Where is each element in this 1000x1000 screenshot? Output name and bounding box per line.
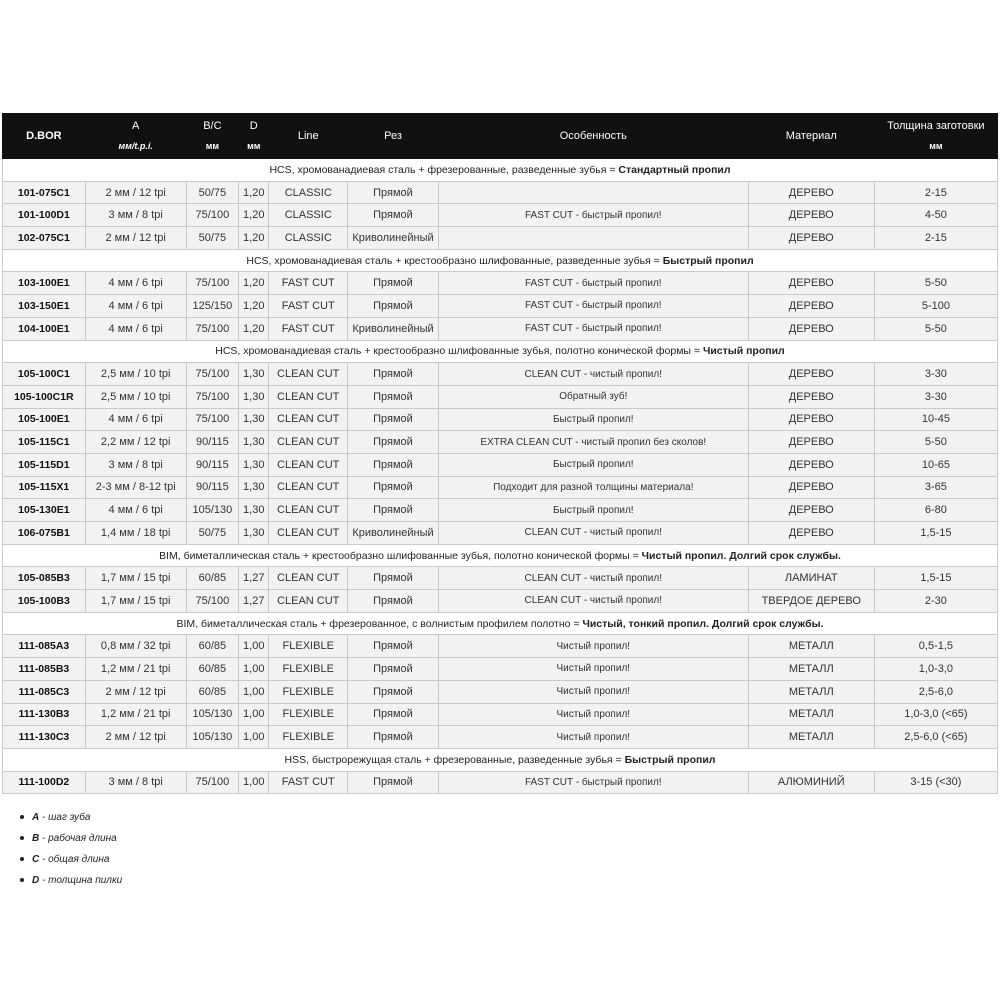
cell-pitch: 3 мм / 8 tpi bbox=[85, 771, 186, 794]
cell-feature: FAST CUT - быстрый пропил! bbox=[438, 295, 748, 318]
cell-material: МЕТАЛЛ bbox=[748, 680, 874, 703]
section-title bbox=[3, 612, 998, 635]
header-bc bbox=[186, 114, 238, 159]
cell-line: CLEAN CUT bbox=[269, 385, 348, 408]
cell-line: CLASSIC bbox=[269, 181, 348, 204]
cell-cut: Прямой bbox=[348, 272, 439, 295]
cell-pitch: 2,2 мм / 12 tpi bbox=[85, 431, 186, 454]
cell-code: 105-115X1 bbox=[3, 476, 86, 499]
section-description: , быстрорежущая сталь + фрезерованные, разведенные зубья = bbox=[306, 753, 625, 766]
cell-length: 125/150 bbox=[186, 295, 238, 318]
cell-line: CLEAN CUT bbox=[269, 567, 348, 590]
section-title bbox=[3, 544, 998, 567]
cell-length: 90/115 bbox=[186, 431, 238, 454]
table-row bbox=[3, 453, 998, 476]
cell-pitch: 1,7 мм / 15 tpi bbox=[85, 567, 186, 590]
cell-pitch: 2,5 мм / 10 tpi bbox=[85, 363, 186, 386]
legend-key: A bbox=[32, 812, 40, 823]
cell-feature: FAST CUT - быстрый пропил! bbox=[438, 771, 748, 794]
cell-length: 50/75 bbox=[186, 227, 238, 250]
cell-line: FAST CUT bbox=[269, 771, 348, 794]
cell-workpiece: 4-50 bbox=[874, 204, 997, 227]
cell-material: АЛЮМИНИЙ bbox=[748, 771, 874, 794]
cell-line: FLEXIBLE bbox=[269, 703, 348, 726]
cell-thickness: 1,30 bbox=[239, 431, 269, 454]
legend-key: C bbox=[32, 854, 40, 865]
cell-material: ДЕРЕВО bbox=[748, 385, 874, 408]
header-line: Line bbox=[269, 114, 348, 159]
cell-cut: Прямой bbox=[348, 567, 439, 590]
cell-code: 103-100E1 bbox=[3, 272, 86, 295]
section-cut-type: Стандартный пропил bbox=[618, 163, 731, 176]
cell-length: 105/130 bbox=[186, 703, 238, 726]
spec-table-container bbox=[2, 113, 998, 794]
cell-thickness: 1,20 bbox=[239, 227, 269, 250]
cell-material: МЕТАЛЛ bbox=[748, 658, 874, 681]
cell-feature: Быстрый пропил! bbox=[438, 453, 748, 476]
cell-code: 105-100C1R bbox=[3, 385, 86, 408]
cell-pitch: 4 мм / 6 tpi bbox=[85, 499, 186, 522]
cell-feature: CLEAN CUT - чистый пропил! bbox=[438, 567, 748, 590]
table-header-row bbox=[3, 114, 998, 159]
cell-workpiece: 6-80 bbox=[874, 499, 997, 522]
section-description: , хромованадиевая сталь + крестообразно шлифованные, разведенные зубья = bbox=[268, 254, 663, 267]
cell-code: 101-075C1 bbox=[3, 181, 86, 204]
cell-length: 75/100 bbox=[186, 408, 238, 431]
cell-thickness: 1,30 bbox=[239, 499, 269, 522]
table-row bbox=[3, 567, 998, 590]
bullet-icon bbox=[20, 878, 24, 882]
cell-workpiece: 2-15 bbox=[874, 181, 997, 204]
cell-cut: Прямой bbox=[348, 431, 439, 454]
cell-thickness: 1,27 bbox=[239, 590, 269, 613]
cell-length: 60/85 bbox=[186, 635, 238, 658]
table-row bbox=[3, 499, 998, 522]
cell-feature: Обратный зуб! bbox=[438, 385, 748, 408]
cell-workpiece: 1,0-3,0 (<65) bbox=[874, 703, 997, 726]
cell-length: 60/85 bbox=[186, 680, 238, 703]
cell-material: ДЕРЕВО bbox=[748, 499, 874, 522]
header-thickness-unit: мм bbox=[929, 141, 943, 151]
cell-length: 60/85 bbox=[186, 567, 238, 590]
cell-thickness: 1,20 bbox=[239, 317, 269, 340]
cell-cut: Прямой bbox=[348, 453, 439, 476]
cell-code: 102-075C1 bbox=[3, 227, 86, 250]
table-row bbox=[3, 408, 998, 431]
legend-key: B bbox=[32, 833, 40, 844]
cell-pitch: 3 мм / 8 tpi bbox=[85, 204, 186, 227]
cell-code: 105-085B3 bbox=[3, 567, 86, 590]
header-thickness-label: Толщина заготовки bbox=[887, 120, 985, 132]
cell-workpiece: 3-30 bbox=[874, 385, 997, 408]
cell-workpiece: 2-15 bbox=[874, 227, 997, 250]
cell-feature: Чистый пропил! bbox=[438, 658, 748, 681]
cell-feature: Подходит для разной толщины материала! bbox=[438, 476, 748, 499]
cell-line: CLEAN CUT bbox=[269, 453, 348, 476]
cell-workpiece: 5-50 bbox=[874, 317, 997, 340]
cell-workpiece: 5-50 bbox=[874, 272, 997, 295]
section-row bbox=[3, 249, 998, 272]
cell-cut: Прямой bbox=[348, 363, 439, 386]
cell-feature: Чистый пропил! bbox=[438, 680, 748, 703]
cell-code: 105-100B3 bbox=[3, 590, 86, 613]
section-row bbox=[3, 748, 998, 771]
cell-cut: Прямой bbox=[348, 590, 439, 613]
table-row bbox=[3, 181, 998, 204]
cell-material: ДЕРЕВО bbox=[748, 522, 874, 545]
cell-material: МЕТАЛЛ bbox=[748, 726, 874, 749]
header-material: Материал bbox=[748, 114, 874, 159]
cell-feature: FAST CUT - быстрый пропил! bbox=[438, 204, 748, 227]
legend bbox=[20, 807, 122, 891]
cell-length: 75/100 bbox=[186, 590, 238, 613]
cell-workpiece: 10-45 bbox=[874, 408, 997, 431]
cell-feature: Быстрый пропил! bbox=[438, 499, 748, 522]
cell-thickness: 1,00 bbox=[239, 726, 269, 749]
cell-feature: FAST CUT - быстрый пропил! bbox=[438, 272, 748, 295]
cell-workpiece: 3-65 bbox=[874, 476, 997, 499]
cell-cut: Прямой bbox=[348, 295, 439, 318]
cell-material: МЕТАЛЛ bbox=[748, 703, 874, 726]
legend-text: - общая длина bbox=[39, 854, 110, 865]
table-row bbox=[3, 227, 998, 250]
cell-cut: Прямой bbox=[348, 726, 439, 749]
cell-length: 75/100 bbox=[186, 204, 238, 227]
cell-pitch: 4 мм / 6 tpi bbox=[85, 272, 186, 295]
cell-line: FLEXIBLE bbox=[269, 680, 348, 703]
table-row bbox=[3, 431, 998, 454]
cell-thickness: 1,30 bbox=[239, 385, 269, 408]
cell-cut: Криволинейный bbox=[348, 522, 439, 545]
legend-text: - толщина пилки bbox=[39, 875, 123, 886]
cell-feature: CLEAN CUT - чистый пропил! bbox=[438, 522, 748, 545]
cell-workpiece: 2,5-6,0 bbox=[874, 680, 997, 703]
header-bc-unit: мм bbox=[205, 141, 220, 151]
cell-pitch: 2,5 мм / 10 tpi bbox=[85, 385, 186, 408]
cell-workpiece: 3-30 bbox=[874, 363, 997, 386]
jigsaw-blade-spec-table bbox=[2, 113, 998, 794]
cell-line: FAST CUT bbox=[269, 295, 348, 318]
cell-thickness: 1,20 bbox=[239, 295, 269, 318]
table-row bbox=[3, 363, 998, 386]
cell-material: ДЕРЕВО bbox=[748, 476, 874, 499]
cell-material: ДЕРЕВО bbox=[748, 317, 874, 340]
cell-cut: Прямой bbox=[348, 385, 439, 408]
cell-material: ДЕРЕВО bbox=[748, 453, 874, 476]
cell-length: 50/75 bbox=[186, 522, 238, 545]
cell-length: 105/130 bbox=[186, 726, 238, 749]
cell-feature: Чистый пропил! bbox=[438, 703, 748, 726]
cell-cut: Криволинейный bbox=[348, 317, 439, 340]
cell-line: CLEAN CUT bbox=[269, 431, 348, 454]
cell-thickness: 1,00 bbox=[239, 635, 269, 658]
cell-cut: Криволинейный bbox=[348, 227, 439, 250]
cell-feature: FAST CUT - быстрый пропил! bbox=[438, 317, 748, 340]
section-description: , биметаллическая сталь + фрезерованное, с волнистым профилем полотно = bbox=[195, 617, 583, 630]
cell-pitch: 2 мм / 12 tpi bbox=[85, 680, 186, 703]
section-cut-type: Быстрый пропил bbox=[662, 254, 754, 267]
table-row bbox=[3, 522, 998, 545]
cell-pitch: 2 мм / 12 tpi bbox=[85, 227, 186, 250]
cell-length: 50/75 bbox=[186, 181, 238, 204]
section-description: , хромованадиевая сталь + фрезерованные, разведенные зубья = bbox=[291, 163, 619, 176]
cell-material: ДЕРЕВО bbox=[748, 363, 874, 386]
cell-code: 105-100C1 bbox=[3, 363, 86, 386]
cell-length: 60/85 bbox=[186, 658, 238, 681]
table-row bbox=[3, 385, 998, 408]
cell-cut: Прямой bbox=[348, 181, 439, 204]
cell-line: CLASSIC bbox=[269, 204, 348, 227]
cell-feature: CLEAN CUT - чистый пропил! bbox=[438, 363, 748, 386]
cell-pitch: 4 мм / 6 tpi bbox=[85, 295, 186, 318]
cell-material: ДЕРЕВО bbox=[748, 227, 874, 250]
cell-workpiece: 5-50 bbox=[874, 431, 997, 454]
header-a-label: A bbox=[132, 120, 140, 132]
bullet-icon bbox=[20, 857, 24, 861]
cell-length: 75/100 bbox=[186, 771, 238, 794]
cell-feature: EXTRA CLEAN CUT - чистый пропил без сколов! bbox=[438, 431, 748, 454]
cell-thickness: 1,30 bbox=[239, 408, 269, 431]
cell-material: МЕТАЛЛ bbox=[748, 635, 874, 658]
cell-code: 101-100D1 bbox=[3, 204, 86, 227]
cell-cut: Прямой bbox=[348, 635, 439, 658]
cell-pitch: 0,8 мм / 32 tpi bbox=[85, 635, 186, 658]
cell-code: 105-115D1 bbox=[3, 453, 86, 476]
cell-line: CLEAN CUT bbox=[269, 590, 348, 613]
cell-length: 105/130 bbox=[186, 499, 238, 522]
section-steel-type: HCS bbox=[269, 163, 292, 176]
cell-line: CLEAN CUT bbox=[269, 408, 348, 431]
bullet-icon bbox=[20, 836, 24, 840]
section-steel-type: HCS bbox=[215, 345, 238, 358]
cell-feature bbox=[438, 181, 748, 204]
cell-line: CLASSIC bbox=[269, 227, 348, 250]
cell-cut: Прямой bbox=[348, 658, 439, 681]
cell-workpiece: 1,0-3,0 bbox=[874, 658, 997, 681]
cell-thickness: 1,30 bbox=[239, 453, 269, 476]
legend-item bbox=[20, 828, 122, 849]
cell-code: 111-085C3 bbox=[3, 680, 86, 703]
section-steel-type: BIM bbox=[176, 617, 196, 630]
section-cut-type: Чистый пропил. Долгий срок службы. bbox=[641, 549, 841, 562]
cell-pitch: 2 мм / 12 tpi bbox=[85, 726, 186, 749]
section-title bbox=[3, 748, 998, 771]
cell-thickness: 1,20 bbox=[239, 272, 269, 295]
cell-workpiece: 5-100 bbox=[874, 295, 997, 318]
cell-pitch: 3 мм / 8 tpi bbox=[85, 453, 186, 476]
cell-thickness: 1,00 bbox=[239, 703, 269, 726]
cell-thickness: 1,20 bbox=[239, 181, 269, 204]
cell-workpiece: 2,5-6,0 (<65) bbox=[874, 726, 997, 749]
cell-code: 106-075B1 bbox=[3, 522, 86, 545]
bullet-icon bbox=[20, 815, 24, 819]
cell-thickness: 1,20 bbox=[239, 204, 269, 227]
cell-cut: Прямой bbox=[348, 204, 439, 227]
cell-thickness: 1,00 bbox=[239, 658, 269, 681]
table-row bbox=[3, 590, 998, 613]
cell-workpiece: 3-15 (<30) bbox=[874, 771, 997, 794]
cell-feature bbox=[438, 227, 748, 250]
cell-cut: Прямой bbox=[348, 703, 439, 726]
header-a-unit: мм/t.p.i. bbox=[118, 141, 153, 151]
cell-pitch: 2-3 мм / 8-12 tpi bbox=[85, 476, 186, 499]
cell-thickness: 1,30 bbox=[239, 363, 269, 386]
cell-cut: Прямой bbox=[348, 680, 439, 703]
cell-pitch: 1,4 мм / 18 tpi bbox=[85, 522, 186, 545]
cell-pitch: 1,7 мм / 15 tpi bbox=[85, 590, 186, 613]
cell-pitch: 1,2 мм / 21 tpi bbox=[85, 703, 186, 726]
cell-code: 111-130B3 bbox=[3, 703, 86, 726]
section-description: , хромованадиевая сталь + крестообразно шлифованные зубья, полотно конической формы = bbox=[237, 345, 703, 358]
header-d-unit: мм bbox=[247, 141, 261, 151]
cell-workpiece: 1,5-15 bbox=[874, 522, 997, 545]
header-bc-label: B/C bbox=[203, 120, 222, 132]
cell-cut: Прямой bbox=[348, 771, 439, 794]
section-title bbox=[3, 340, 998, 363]
cell-line: CLEAN CUT bbox=[269, 363, 348, 386]
cell-code: 111-085A3 bbox=[3, 635, 86, 658]
cell-line: FAST CUT bbox=[269, 272, 348, 295]
cell-length: 75/100 bbox=[186, 272, 238, 295]
cell-line: CLEAN CUT bbox=[269, 522, 348, 545]
cell-line: CLEAN CUT bbox=[269, 476, 348, 499]
cell-material: ЛАМИНАТ bbox=[748, 567, 874, 590]
cell-material: ДЕРЕВО bbox=[748, 408, 874, 431]
cell-code: 105-100E1 bbox=[3, 408, 86, 431]
section-cut-type: Чистый пропил bbox=[702, 345, 785, 358]
cell-line: FLEXIBLE bbox=[269, 658, 348, 681]
cell-pitch: 1,2 мм / 21 tpi bbox=[85, 658, 186, 681]
cell-feature: Чистый пропил! bbox=[438, 635, 748, 658]
table-body bbox=[3, 159, 998, 794]
cell-pitch: 4 мм / 6 tpi bbox=[85, 408, 186, 431]
cell-material: ТВЕРДОЕ ДЕРЕВО bbox=[748, 590, 874, 613]
legend-item bbox=[20, 849, 122, 870]
table-row bbox=[3, 272, 998, 295]
cell-feature: Чистый пропил! bbox=[438, 726, 748, 749]
cell-thickness: 1,27 bbox=[239, 567, 269, 590]
cell-length: 75/100 bbox=[186, 385, 238, 408]
legend-key: D bbox=[32, 875, 40, 886]
legend-item bbox=[20, 870, 122, 891]
cell-pitch: 2 мм / 12 tpi bbox=[85, 181, 186, 204]
cell-code: 105-115C1 bbox=[3, 431, 86, 454]
section-title bbox=[3, 159, 998, 182]
header-a bbox=[85, 114, 186, 159]
table-row bbox=[3, 295, 998, 318]
cell-material: ДЕРЕВО bbox=[748, 431, 874, 454]
header-cut: Рез bbox=[348, 114, 439, 159]
cell-code: 105-130E1 bbox=[3, 499, 86, 522]
cell-thickness: 1,30 bbox=[239, 522, 269, 545]
cell-material: ДЕРЕВО bbox=[748, 272, 874, 295]
header-code: D.BOR bbox=[3, 114, 86, 159]
legend-item bbox=[20, 807, 122, 828]
cell-code: 111-130C3 bbox=[3, 726, 86, 749]
cell-length: 75/100 bbox=[186, 363, 238, 386]
cell-line: FLEXIBLE bbox=[269, 635, 348, 658]
legend-text: - рабочая длина bbox=[39, 833, 117, 844]
section-steel-type: HCS bbox=[246, 254, 269, 267]
cell-material: ДЕРЕВО bbox=[748, 181, 874, 204]
cell-code: 104-100E1 bbox=[3, 317, 86, 340]
cell-line: FLEXIBLE bbox=[269, 726, 348, 749]
section-description: , биметаллическая сталь + крестообразно шлифованные зубья, полотно конической формы = bbox=[177, 549, 642, 562]
cell-line: FAST CUT bbox=[269, 317, 348, 340]
section-cut-type: Быстрый пропил bbox=[624, 753, 716, 766]
cell-workpiece: 0,5-1,5 bbox=[874, 635, 997, 658]
table-row bbox=[3, 658, 998, 681]
cell-line: CLEAN CUT bbox=[269, 499, 348, 522]
table-row bbox=[3, 476, 998, 499]
section-steel-type: BIM bbox=[159, 549, 178, 562]
table-row bbox=[3, 726, 998, 749]
section-steel-type: HSS bbox=[284, 753, 307, 766]
cell-thickness: 1,30 bbox=[239, 476, 269, 499]
cell-cut: Прямой bbox=[348, 476, 439, 499]
cell-pitch: 4 мм / 6 tpi bbox=[85, 317, 186, 340]
cell-workpiece: 10-65 bbox=[874, 453, 997, 476]
section-cut-type: Чистый, тонкий пропил. Долгий срок службы. bbox=[582, 617, 824, 630]
cell-thickness: 1,00 bbox=[239, 680, 269, 703]
table-row bbox=[3, 771, 998, 794]
table-row bbox=[3, 317, 998, 340]
cell-length: 90/115 bbox=[186, 476, 238, 499]
section-title bbox=[3, 249, 998, 272]
table-row bbox=[3, 204, 998, 227]
section-row bbox=[3, 340, 998, 363]
cell-feature: CLEAN CUT - чистый пропил! bbox=[438, 590, 748, 613]
cell-code: 111-100D2 bbox=[3, 771, 86, 794]
cell-length: 90/115 bbox=[186, 453, 238, 476]
section-row bbox=[3, 612, 998, 635]
cell-material: ДЕРЕВО bbox=[748, 204, 874, 227]
cell-code: 103-150E1 bbox=[3, 295, 86, 318]
cell-material: ДЕРЕВО bbox=[748, 295, 874, 318]
legend-text: - шаг зуба bbox=[39, 812, 91, 823]
header-d-label: D bbox=[249, 120, 258, 132]
cell-feature: Быстрый пропил! bbox=[438, 408, 748, 431]
cell-thickness: 1,00 bbox=[239, 771, 269, 794]
header-feature: Особенность bbox=[438, 114, 748, 159]
cell-workpiece: 2-30 bbox=[874, 590, 997, 613]
cell-code: 111-085B3 bbox=[3, 658, 86, 681]
header-thickness bbox=[874, 114, 997, 159]
cell-workpiece: 1,5-15 bbox=[874, 567, 997, 590]
table-row bbox=[3, 680, 998, 703]
table-row bbox=[3, 703, 998, 726]
cell-cut: Прямой bbox=[348, 499, 439, 522]
cell-cut: Прямой bbox=[348, 408, 439, 431]
section-row bbox=[3, 544, 998, 567]
section-row bbox=[3, 159, 998, 182]
header-d bbox=[239, 114, 269, 159]
cell-length: 75/100 bbox=[186, 317, 238, 340]
table-row bbox=[3, 635, 998, 658]
